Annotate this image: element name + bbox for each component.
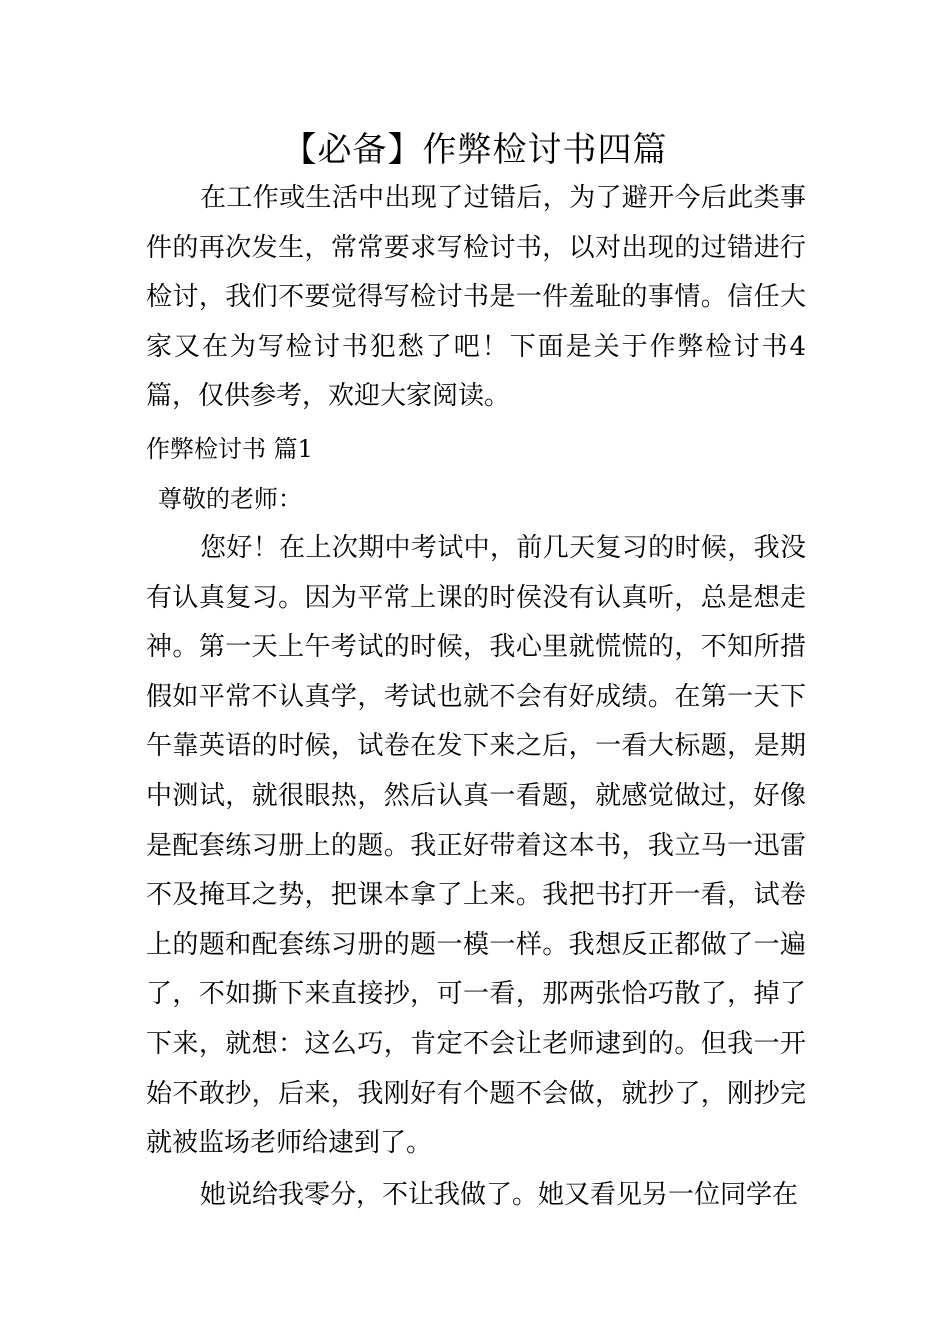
section-heading: 作弊检讨书 篇1 xyxy=(146,435,313,463)
salutation: 尊敬的老师： xyxy=(158,485,302,513)
intro-paragraph: 在工作或生活中出现了过错后，为了避开今后此类事件的再次发生，常常要求写检讨书，以对出现的过错进行检讨，我们不要觉得写检讨书是一件羞耻的事情。信任大家又在为写检讨书犯愁了吧！下面是关于作弊检讨书4篇，仅供参考，欢迎大家阅读。 xyxy=(146,183,806,412)
body-paragraph-1: 您好！在上次期中考试中，前几天复习的时候，我没有认真复习。因为平常上课的时侯没有认真听，总是想走神。第一天上午考试的时候，我心里就慌慌的，不知所措假如平常不认真学，考试也就不会有好成绩。在第一天下午靠英语的时候，试卷在发下来之后，一看大标题，是期中测试，就很眼热，然后认真一看题，就感觉做过，好像是配套练习册上的题。我正好带着这本书，我立马一迅雷不及掩耳之势，把课本拿了上来。我把书打开一看，试卷上的题和配套练习册的题一模一样。我想反正都做了一遍了，不如撕下来直接抄，可一看，那两张恰巧散了，掉了下来，就想：这么巧，肯定不会让老师逮到的。但我一开始不敢抄，后来，我刚好有个题不会做，就抄了，刚抄完就被监场老师给逮到了。 xyxy=(146,533,806,1159)
document-title: 【必备】作弊检讨书四篇 xyxy=(282,130,668,170)
body-paragraph-2: 她说给我零分，不让我做了。她又看见另一位同学在 xyxy=(200,1180,799,1210)
